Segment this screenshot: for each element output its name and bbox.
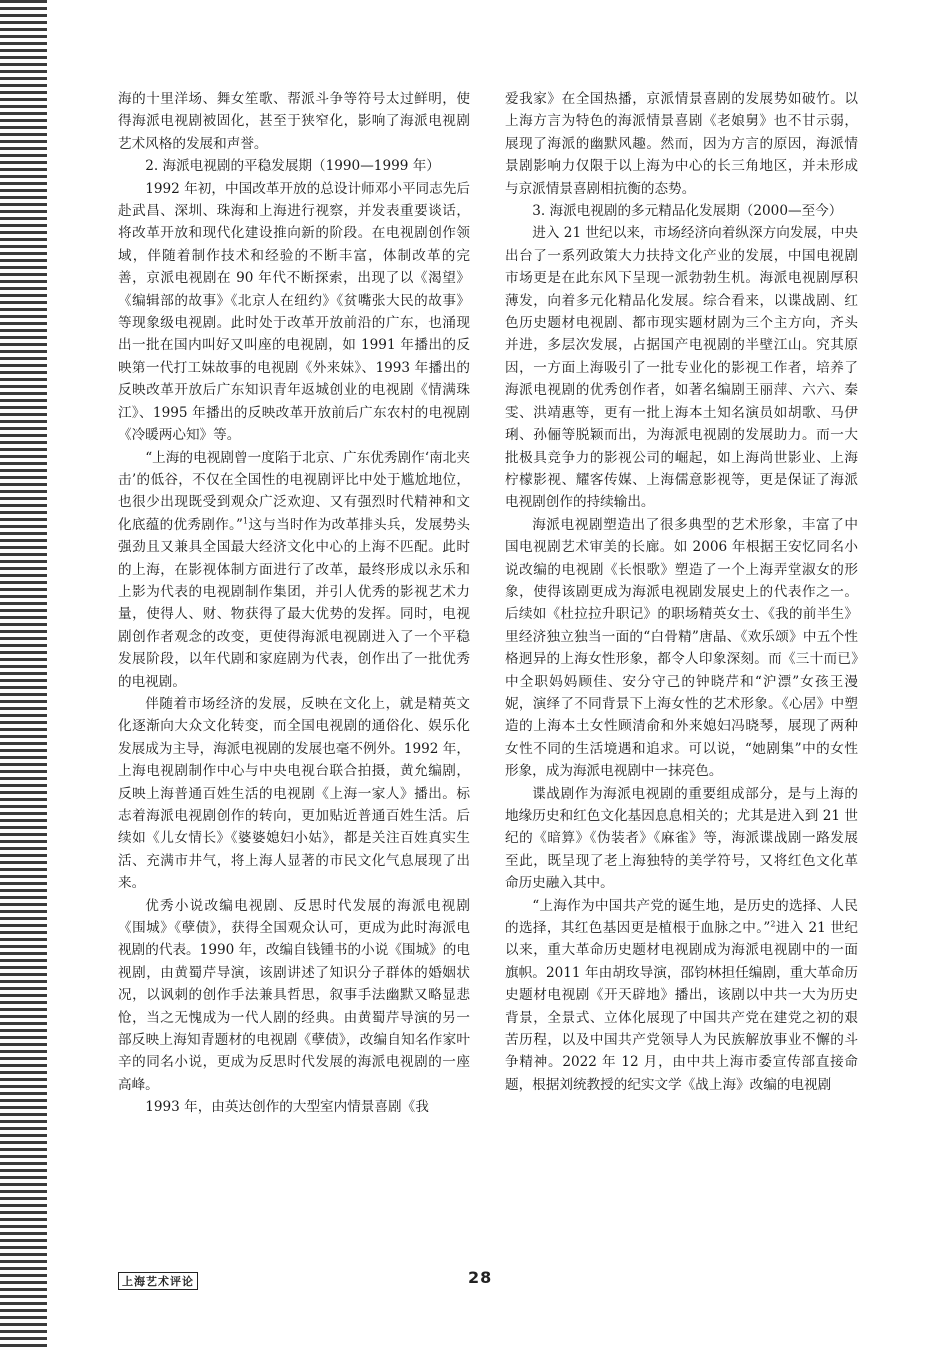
body-paragraph: 伴随着市场经济的发展，反映在文化上，就是精英文化逐渐向大众文化转变，而全国电视剧的通俗化、娱乐化发展成为主导，海派电视剧的发展也毫不例外。1992 年，上海电视剧制作中心与中央电视台联合拍摄，黄允编剧，反映上海普通百姓生活的电视剧《上海一家人》播出。标志着海派电视剧创作的转向，更加贴近普通百姓生活。后续如《儿女情长》《婆婆媳妇小姑》，都是关注百姓真实生活、充满市井气，将上海人显著的市民文化气息展现了出来。 [118, 695, 470, 892]
section-heading: 2. 海派电视剧的平稳发展期（1990—1999 年） [145, 158, 440, 175]
body-paragraph: 谍战剧作为海派电视剧的重要组成部分，是与上海的地缘历史和红色文化基因息息相关的；尤其是进入到 21 世纪的《暗算》《伪装者》《麻雀》等，海派谍战剧一路发展至此，既呈现了老上海独特的美学符号，又将红色文化革命历史融入其中。 [505, 785, 858, 892]
body-paragraph: 1992 年初，中国改革开放的总设计师邓小平同志先后赴武昌、深圳、珠海和上海进行视察，并发表重要谈话，将改革开放和现代化建设推向新的阶段。在电视剧创作领域，伴随着制作技术和经验的不断丰富，体制改革的完善，京派电视剧在 90 年代不断探索，出现了以《渴望》《编辑部的故事》《北京人在纽约》《贫嘴张大民的故事》等现象级电视剧。此时处于改革开放前沿的广东，也涌现出一批在国内叫好又叫座的电视剧，如 1991 年播出的反映第一代打工妹故事的电视剧《外来妹》、1993 年播出的反映改革开放后广东知识青年返城创业的电视剧《情满珠江》、1995 年播出的反映改革开放前后广东农村的电视剧《冷暖两心知》等。 [118, 180, 470, 444]
decorative-stripe-margin [0, 0, 47, 1351]
body-paragraph: 爱我家》在全国热播，京派情景喜剧的发展势如破竹。以上海方言为特色的海派情景喜剧《老娘舅》也不甘示弱，展现了海派的幽默风趣。然而，因为方言的原因，海派情景剧影响力仅限于以上海为中心的长三角地区，并未形成与京派情景喜剧相抗衡的态势。 [505, 91, 858, 197]
body-paragraph: 1993 年，由英达创作的大型室内情景喜剧《我 [145, 1099, 429, 1116]
body-paragraph: “上海作为中国共产党的诞生地，是历史的选择、人民的选择，其红色基因更是植根于血脉之中。”$^2$进入 21 世纪以来，重大革命历史题材电视剧成为海派电视剧中的一面旗帜。2011 年由胡玫导演，邵钧林担任编剧，重大革命历史题材电视剧《开天辟地》播出，该剧以中共一大为历史背景，全景式、立体化展现了中国共产党在建党之初的艰苦历程，以及中国共产党领导人为民族解放事业不懈的斗争精神。2022 年 12 月，由中共上海市委宣传部直接命题，根据刘统教授的纪实文学《战上海》改编的电视剧 [505, 897, 858, 1093]
body-paragraph: 海派电视剧塑造出了很多典型的艺术形象，丰富了中国电视剧艺术审美的长廊。如 2006 年根据王安忆同名小说改编的电视剧《长恨歌》塑造了一个上海弄堂淑女的形象，使得该剧更成为海派电视剧发展史上的代表作之一。后续如《杜拉拉升职记》的职场精英女士、《我的前半生》里经济独立独当一面的“白骨精”唐晶、《欢乐颂》中五个性格迥异的上海女性形象，都令人印象深刻。而《三十而已》中全职妈妈顾佳、安分守己的钟晓芹和“沪漂”女孩王漫妮，演绎了不同背景下上海女性的艺术形象。《心居》中塑造的上海本土女性顾清俞和外来媳妇冯晓琴，展现了两种女性不同的生活境遇和追求。可以说，“她剧集”中的女性形象，成为海派电视剧中一抹亮色。 [505, 516, 858, 780]
magazine-logo: 上海艺术评论 [118, 1272, 198, 1290]
body-paragraph: 进入 21 世纪以来，市场经济向着纵深方向发展，中央出台了一系列政策大力扶持文化产业的发展，中国电视剧市场更是在此东风下呈现一派勃勃生机。海派电视剧厚积薄发，向着多元化精品化发展。综合看来，以谍战剧、红色历史题材电视剧、都市现实题材剧为三个主方向，齐头并进，多层次发展，占据国产电视剧的半壁江山。究其原因，一方面上海吸引了一批专业化的影视工作者，培养了海派电视剧的优秀创作者，如著名编剧王丽萍、六六、秦雯、洪靖惠等，更有一批上海本土知名演员如胡歌、马伊琍、孙俪等脱颖而出，为海派电视剧的发展助力。而一大批极具竞争力的影视公司的崛起，如上海尚世影业、上海柠檬影视、耀客传媒、上海儒意影视等，更是保证了海派电视剧创作的持续输出。 [505, 225, 858, 511]
footnote-marker: 2 [770, 919, 776, 929]
body-paragraph: 海的十里洋场、舞女笙歌、帮派斗争等符号太过鲜明，使得海派电视剧被固化，甚至于狭窄化，影响了海派电视剧艺术风格的发展和声誉。 [118, 91, 470, 152]
right-text-column [505, 88, 858, 1096]
body-paragraph: 优秀小说改编电视剧、反思时代发展的海派电视剧《围城》《孽债》，获得全国观众认可，更成为此时海派电视剧的代表。1990 年，改编自钱锺书的小说《围城》的电视剧，由黄蜀芹导演，该剧讲述了知识分子群体的婚姻状况，以讽刺的创作手法兼具哲思，叙事手法幽默又略显悲怆，当之无愧成为一代人剧的经典。由黄蜀芹导演的另一部反映上海知青题材的电视剧《孽债》，改编自知名作家叶辛的同名小说，更成为反思时代发展的海派电视剧的一座高峰。 [118, 897, 470, 1093]
page-number: 28 [468, 1268, 493, 1287]
left-text-column [118, 88, 470, 1119]
section-heading: 3. 海派电视剧的多元精品化发展期（2000—至今） [532, 203, 843, 220]
footnote-marker: 1 [242, 516, 249, 526]
body-paragraph: “上海的电视剧曾一度陷于北京、广东优秀剧作‘南北夹击’的低谷，不仅在全国性的电视剧评比中处于尴尬地位，也很少出现既受到观众广泛欢迎、又有强烈时代精神和文化底蕴的优秀剧作。”$^1$这与当时作为改革排头兵，发展势头强劲且又兼具全国最大经济文化中心的上海不匹配。此时的上海，在影视体制方面进行了改革，最终形成以永乐和上影为代表的电视剧制作集团，并引人优秀的影视艺术力量，使得人、财、物获得了最大优势的发挥。同时，电视剧创作者观念的改变，更使得海派电视剧进入了一个平稳发展阶段，以年代剧和家庭剧为代表，创作出了一批优秀的电视剧。 [118, 449, 470, 690]
